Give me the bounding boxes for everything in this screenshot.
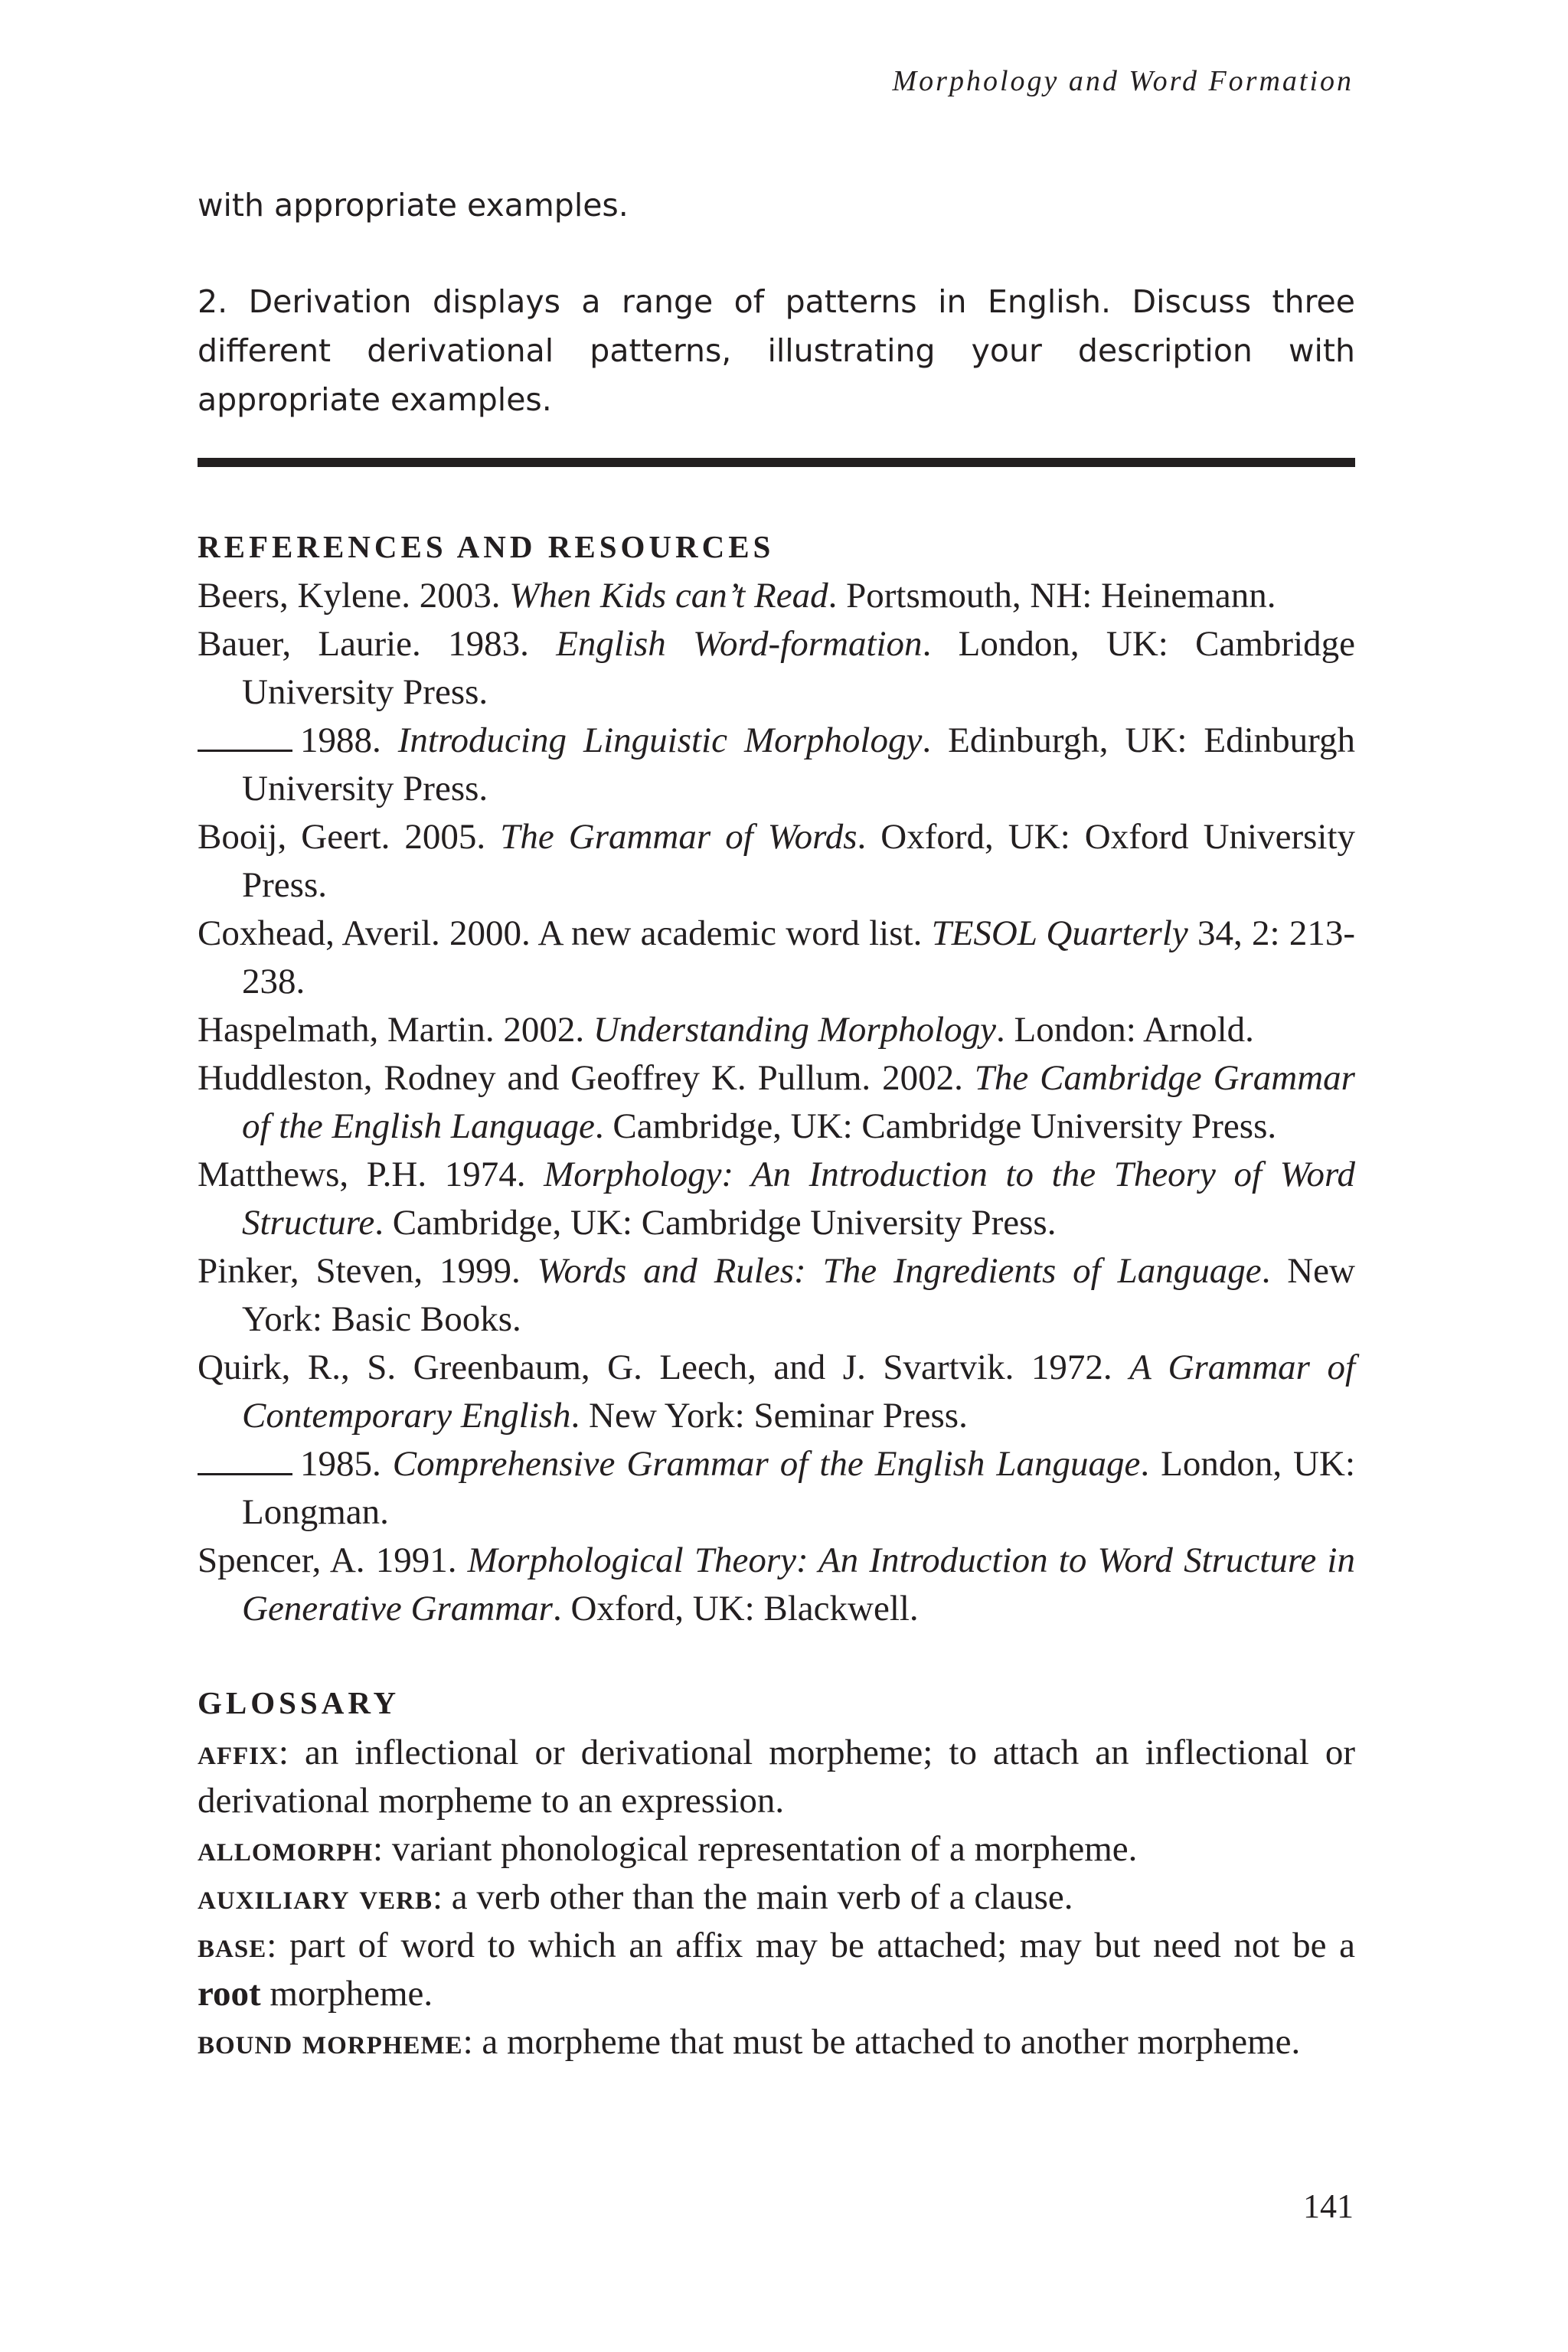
ditto-rule — [198, 724, 292, 752]
reference-item: 1988. Introducing Linguistic Morphology. Edinburgh, UK: Edinburgh University Press. — [198, 717, 1355, 813]
glossary-entry: auxiliary verb: a verb other than the main verb of a clause. — [198, 1877, 1073, 1917]
glossary-entry: bound morpheme: a morpheme that must be attached to another morpheme. — [198, 2022, 1301, 2062]
ditto-rule — [198, 1447, 292, 1475]
glossary-term: auxiliary verb — [198, 1877, 433, 1917]
glossary-term: base — [198, 1926, 267, 1965]
glossary-cross-reference: root — [198, 1974, 261, 2014]
reference-item: Pinker, Steven, 1999. Words and Rules: The Ingredients of Language. New York: Basic Books. — [198, 1251, 1355, 1339]
glossary-term: allomorph — [198, 1829, 373, 1869]
page-number: 141 — [1303, 2187, 1354, 2225]
glossary-entry: base: part of word to which an affix may be attached; may but need not be a root morpheme. — [198, 1926, 1356, 2014]
reference-item: Coxhead, Averil. 2000. A new academic word list. TESOL Quarterly 34, 2: 213-238. — [198, 913, 1355, 1001]
reference-item: Beers, Kylene. 2003. When Kids can’t Read. Portsmouth, NH: Heinemann. — [198, 576, 1276, 616]
glossary-entry: allomorph: variant phonological representation of a morpheme. — [198, 1829, 1138, 1869]
reference-item: Matthews, P.H. 1974. Morphology: An Introduction to the Theory of Word Structure. Cambridge, UK: Cambridge University Press. — [198, 1155, 1355, 1243]
reference-item: 1985. Comprehensive Grammar of the English Language. London, UK: Longman. — [198, 1440, 1355, 1537]
reference-item: Quirk, R., S. Greenbaum, G. Leech, and J. Svartvik. 1972. A Grammar of Contemporary English. New York: Seminar Press. — [198, 1348, 1356, 1436]
exercise-questions — [198, 181, 1355, 424]
references-list — [198, 572, 1355, 1633]
glossary-term: affix — [198, 1733, 279, 1772]
reference-item: Bauer, Laurie. 1983. English Word-formation. London, UK: Cambridge University Press. — [198, 624, 1355, 712]
question-1-continuation: with appropriate examples. — [198, 187, 629, 224]
question-2: 2. Derivation displays a range of patterns in English. Discuss three different derivational patterns, illustrating your description with appropriate examples. — [198, 283, 1355, 418]
glossary-term: bound morpheme — [198, 2022, 463, 2062]
glossary-entry: affix: an inflectional or derivational morpheme; to attach an inflectional or derivational morpheme to an expression. — [198, 1733, 1356, 1821]
reference-item: Booij, Geert. 2005. The Grammar of Words. Oxford, UK: Oxford University Press. — [198, 817, 1355, 905]
section-divider — [198, 458, 1355, 467]
glossary-list — [198, 1729, 1355, 2066]
glossary-heading: GLOSSARY — [198, 1685, 400, 1720]
reference-item: Haspelmath, Martin. 2002. Understanding Morphology. London: Arnold. — [198, 1010, 1254, 1050]
reference-item: Spencer, A. 1991. Morphological Theory: An Introduction to Word Structure in Generative Grammar. Oxford, UK: Blackwell. — [198, 1540, 1355, 1628]
reference-item: Huddleston, Rodney and Geoffrey K. Pullum. 2002. The Cambridge Grammar of the English Language. Cambridge, UK: Cambridge University Press. — [198, 1058, 1355, 1146]
references-heading: REFERENCES AND RESOURCES — [198, 529, 775, 564]
running-head: Morphology and Word Formation — [892, 65, 1354, 97]
